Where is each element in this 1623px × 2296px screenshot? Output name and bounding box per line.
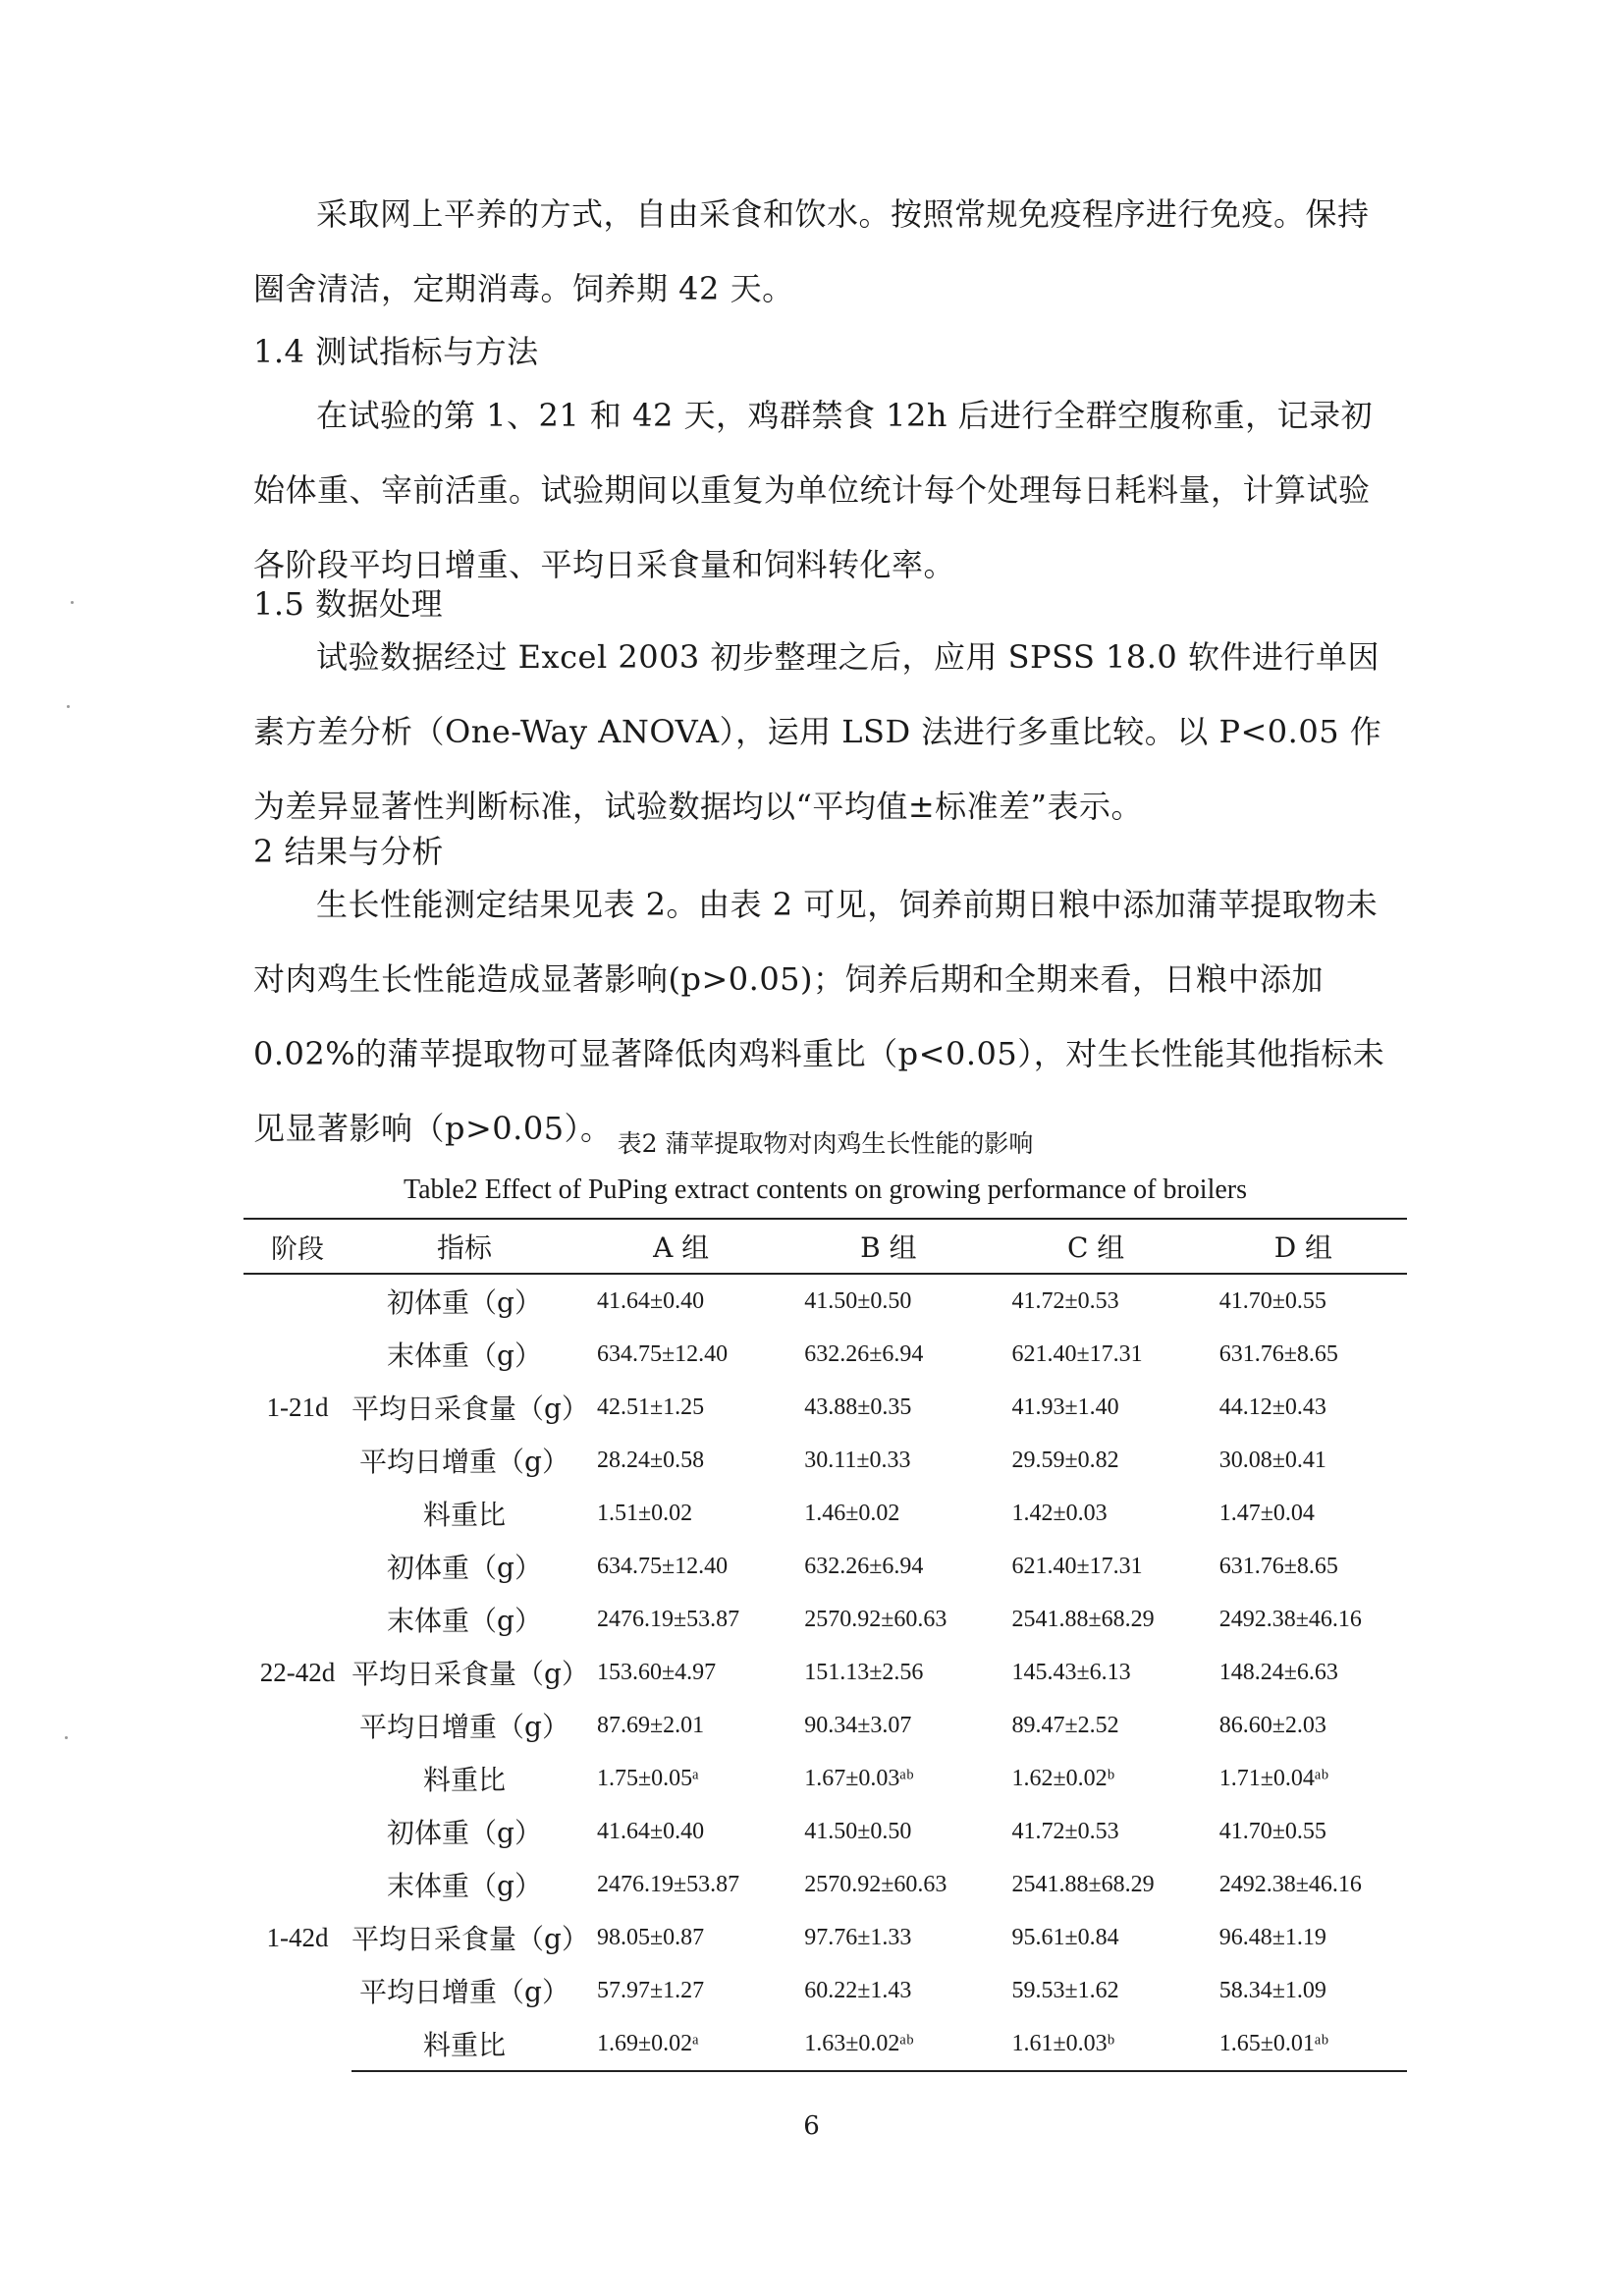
indicator-label: 初体重（g）	[387, 1817, 542, 1849]
value-cell: 2541.88±68.29	[1011, 1606, 1155, 1632]
table-row	[243, 1699, 1407, 1752]
value-cell: 90.34±3.07	[804, 1712, 912, 1738]
value-cell: 30.11±0.33	[804, 1447, 911, 1473]
value-cell: 1.61±0.03ᵇ	[993, 2017, 1200, 2071]
scan-speck	[71, 601, 74, 604]
indicator-label: 平均日增重（g）	[359, 1711, 569, 1743]
table-row	[243, 1487, 1407, 1540]
value-cell: 1.67±0.03ᵃᵇ	[804, 1765, 914, 1791]
scan-speck	[65, 1736, 68, 1739]
value-cell: 1.51±0.02	[597, 1500, 693, 1526]
table-row	[243, 1593, 1407, 1646]
value-cell: 41.64±0.40	[597, 1818, 705, 1844]
stage-label: 1-42d	[266, 1923, 329, 1952]
paragraph-housing: 采取网上平养的方式，自由采食和饮水。按照常规免疫程序进行免疫。保持圈舍清洁，定期消毒。饲养期 42 天。	[253, 195, 1370, 307]
value-cell: 632.26±6.94	[804, 1553, 924, 1579]
header-group-b: B 组	[784, 1219, 992, 1274]
value-cell: 44.12±0.43	[1218, 1394, 1326, 1420]
header-group-a: A 组	[577, 1219, 784, 1274]
stage-label: 1-21d	[266, 1392, 329, 1422]
table-row	[243, 1858, 1407, 1911]
value-cell: 2570.92±60.63	[804, 1606, 947, 1632]
value-cell: 1.47±0.04	[1218, 1500, 1315, 1526]
value-cell: 30.08±0.41	[1218, 1447, 1326, 1473]
value-cell: 41.50±0.50	[804, 1287, 912, 1314]
value-cell: 1.42±0.03	[1011, 1500, 1108, 1526]
value-cell: 41.64±0.40	[597, 1287, 705, 1314]
section-heading-2: 2 结果与分析	[253, 833, 445, 870]
table-row	[243, 1646, 1407, 1699]
value-cell: 631.76±8.65	[1218, 1340, 1338, 1367]
table-caption-cn: 表2 蒲苹提取物对肉鸡生长性能的影响	[617, 1129, 1034, 1158]
value-cell: 1.69±0.02ᵃ	[577, 2017, 784, 2071]
value-cell: 2476.19±53.87	[597, 1871, 740, 1897]
indicator-label: 末体重（g）	[387, 1605, 542, 1637]
value-cell: 41.70±0.55	[1218, 1287, 1326, 1314]
indicator-label: 平均日增重（g）	[359, 1446, 569, 1478]
value-cell: 29.59±0.82	[1011, 1447, 1119, 1473]
value-cell: 86.60±2.03	[1218, 1712, 1326, 1738]
value-cell: 59.53±1.62	[1011, 1977, 1119, 2003]
page-number: 6	[803, 2111, 820, 2141]
value-cell: 41.70±0.55	[1218, 1818, 1326, 1844]
indicator-label: 平均日采食量（g）	[352, 1393, 589, 1425]
indicator-label: 料重比	[422, 1764, 506, 1796]
table-row	[243, 1274, 1407, 1328]
value-cell: 96.48±1.19	[1218, 1924, 1326, 1950]
value-cell: 58.34±1.09	[1218, 1977, 1326, 2003]
value-cell: 1.46±0.02	[804, 1500, 900, 1526]
value-cell: 2492.38±46.16	[1218, 1606, 1362, 1632]
header-indicator: 指标	[352, 1219, 577, 1274]
table-row	[243, 1328, 1407, 1381]
value-cell: 1.75±0.05ᵃ	[597, 1765, 699, 1791]
table-row	[243, 1434, 1407, 1487]
value-cell: 632.26±6.94	[804, 1340, 924, 1367]
table-row	[243, 1911, 1407, 1964]
table-caption-en: Table2 Effect of PuPing extract contents on growing performance of broilers	[403, 1175, 1248, 1205]
header-stage: 阶段	[243, 1219, 352, 1274]
value-cell: 2570.92±60.63	[804, 1871, 947, 1897]
value-cell: 621.40±17.31	[1011, 1340, 1143, 1367]
table-row	[243, 1752, 1407, 1805]
value-cell: 87.69±2.01	[597, 1712, 705, 1738]
value-cell: 42.51±1.25	[597, 1394, 705, 1420]
value-cell: 634.75±12.40	[597, 1553, 729, 1579]
header-group-c: C 组	[993, 1219, 1200, 1274]
value-cell: 631.76±8.65	[1218, 1553, 1338, 1579]
value-cell: 2541.88±68.29	[1011, 1871, 1155, 1897]
paragraph-results: 生长性能测定结果见表 2。由表 2 可见，饲养前期日粮中添加蒲苹提取物未对肉鸡生长性能造成显著影响(p>0.05)；饲养后期和全期来看，日粮中添加 0.02%的蒲苹提取物可显著降低肉鸡料重比（p<0.05），对生长性能其他指标未见显著影响（p>0.05）。	[253, 886, 1385, 1147]
section-heading-1-5: 1.5 数据处理	[253, 585, 444, 623]
value-cell: 41.72±0.53	[1011, 1818, 1119, 1844]
value-cell: 97.76±1.33	[804, 1924, 912, 1950]
value-cell: 98.05±0.87	[597, 1924, 705, 1950]
indicator-label: 料重比	[422, 1499, 506, 1531]
indicator-label: 平均日增重（g）	[359, 1976, 569, 2008]
indicator-label: 末体重（g）	[387, 1870, 542, 1902]
value-cell: 43.88±0.35	[804, 1394, 912, 1420]
value-cell: 95.61±0.84	[1011, 1924, 1119, 1950]
value-cell: 151.13±2.56	[804, 1659, 924, 1685]
header-group-d: D 组	[1200, 1219, 1407, 1274]
scan-speck	[67, 705, 70, 708]
value-cell: 2476.19±53.87	[597, 1606, 740, 1632]
indicator-label: 平均日采食量（g）	[352, 1658, 589, 1690]
value-cell: 1.63±0.02ᵃᵇ	[784, 2017, 992, 2071]
table-row	[243, 1964, 1407, 2017]
indicator-label: 初体重（g）	[387, 1552, 542, 1584]
value-cell: 621.40±17.31	[1011, 1553, 1143, 1579]
table-row	[243, 1381, 1407, 1434]
indicator-label: 料重比	[352, 2017, 577, 2071]
value-cell: 1.62±0.02ᵇ	[1011, 1765, 1115, 1791]
value-cell: 41.50±0.50	[804, 1818, 912, 1844]
table-row	[243, 2017, 1407, 2071]
value-cell: 634.75±12.40	[597, 1340, 729, 1367]
table-row	[243, 1540, 1407, 1593]
paragraph-indicators: 在试验的第 1、21 和 42 天，鸡群禁食 12h 后进行全群空腹称重，记录初始体重、宰前活重。试验期间以重复为单位统计每个处理每日耗料量，计算试验各阶段平均日增重、平均日采食量和饲料转化率。	[253, 397, 1374, 583]
value-cell: 145.43±6.13	[1011, 1659, 1131, 1685]
section-heading-1-4: 1.4 测试指标与方法	[253, 333, 539, 370]
value-cell: 28.24±0.58	[597, 1447, 705, 1473]
stage-label: 22-42d	[259, 1657, 336, 1687]
value-cell: 1.71±0.04ᵃᵇ	[1218, 1765, 1328, 1791]
paragraph-data-processing: 试验数据经过 Excel 2003 初步整理之后，应用 SPSS 18.0 软件进行单因素方差分析（One-Way ANOVA），运用 LSD 法进行多重比较。以 P<0.05 作为差异显著性判断标准，试验数据均以“平均值±标准差”表示。	[253, 638, 1382, 825]
indicator-label: 平均日采食量（g）	[352, 1923, 589, 1955]
growth-performance-table	[243, 1218, 1407, 2072]
table-row	[243, 1805, 1407, 1858]
value-cell: 2492.38±46.16	[1218, 1871, 1362, 1897]
value-cell: 148.24±6.63	[1218, 1659, 1338, 1685]
value-cell: 89.47±2.52	[1011, 1712, 1119, 1738]
value-cell: 41.93±1.40	[1011, 1394, 1119, 1420]
value-cell: 57.97±1.27	[597, 1977, 705, 2003]
value-cell: 153.60±4.97	[597, 1659, 717, 1685]
value-cell: 41.72±0.53	[1011, 1287, 1119, 1314]
table-header-row	[243, 1219, 1407, 1274]
indicator-label: 末体重（g）	[387, 1339, 542, 1372]
value-cell: 60.22±1.43	[804, 1977, 912, 2003]
value-cell: 1.65±0.01ᵃᵇ	[1200, 2017, 1407, 2071]
indicator-label: 初体重（g）	[387, 1286, 542, 1319]
